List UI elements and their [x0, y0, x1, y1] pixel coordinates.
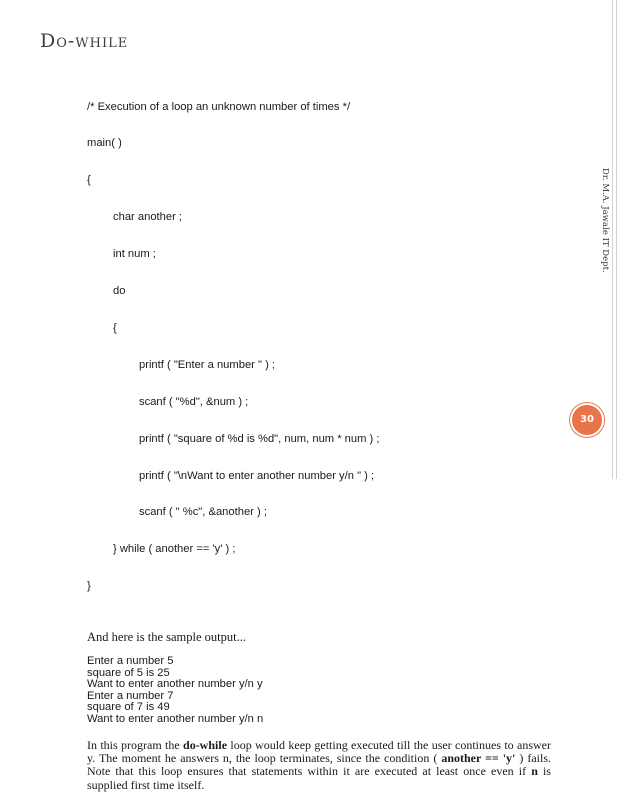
explanation-text: loop would keep getting executed till the user continues to answer y. The moment he answers n, the loop terminates, since the condition ( [87, 737, 552, 765]
vertical-rule-right [616, 0, 617, 479]
explanation-text: In this program the [87, 737, 184, 752]
code-line: scanf ( "%d", &num ) ; [139, 395, 249, 408]
code-line: printf ( "\nWant to enter another number y/n " ) ; [139, 469, 375, 482]
code-line: printf ( "Enter a number " ) ; [139, 358, 276, 371]
explanation-bold-term: another == 'y' [441, 750, 516, 765]
code-line: } while ( another == 'y' ) ; [113, 543, 236, 556]
output-line: square of 7 is 49 [87, 701, 170, 714]
explanation-bold-term: n [531, 764, 538, 779]
slide-content [87, 76, 567, 792]
explanation-paragraph [87, 739, 551, 792]
output-line: Enter a number 5 [87, 655, 174, 668]
code-line: printf ( "square of %d is %d", num, num * num ) ; [139, 432, 380, 445]
explanation-text: is supplied first time itself. [87, 764, 551, 792]
explanation-bold-term: do-while [183, 737, 228, 752]
vertical-rule-left [612, 0, 613, 479]
code-line: main( ) [87, 137, 122, 150]
code-line: do [113, 285, 126, 298]
page-number-badge: 30 [570, 403, 604, 437]
output-line: Enter a number 7 [87, 689, 174, 702]
code-line: { [87, 174, 91, 187]
output-line: Want to enter another number y/n y [87, 678, 263, 691]
code-block [87, 76, 567, 617]
slide-title: Do-while [40, 30, 129, 52]
code-line: /* Execution of a loop an unknown number of times */ [87, 100, 351, 113]
code-line: } [87, 580, 91, 593]
code-line: char another ; [113, 211, 183, 224]
sample-output-heading: And here is the sample output... [87, 630, 246, 645]
side-author-text: Dr. M.A. Jawale IT Dept. [600, 168, 610, 273]
output-line: square of 5 is 25 [87, 666, 170, 679]
output-line: Want to enter another number y/n n [87, 713, 264, 726]
code-line: int num ; [113, 248, 156, 261]
code-line: { [113, 321, 117, 334]
explanation-text: ) fails. Note that this loop ensures that statements within it are executed at least once even if [87, 750, 552, 779]
code-line: scanf ( " %c", &another ) ; [139, 506, 267, 519]
sample-output-block [87, 656, 567, 726]
